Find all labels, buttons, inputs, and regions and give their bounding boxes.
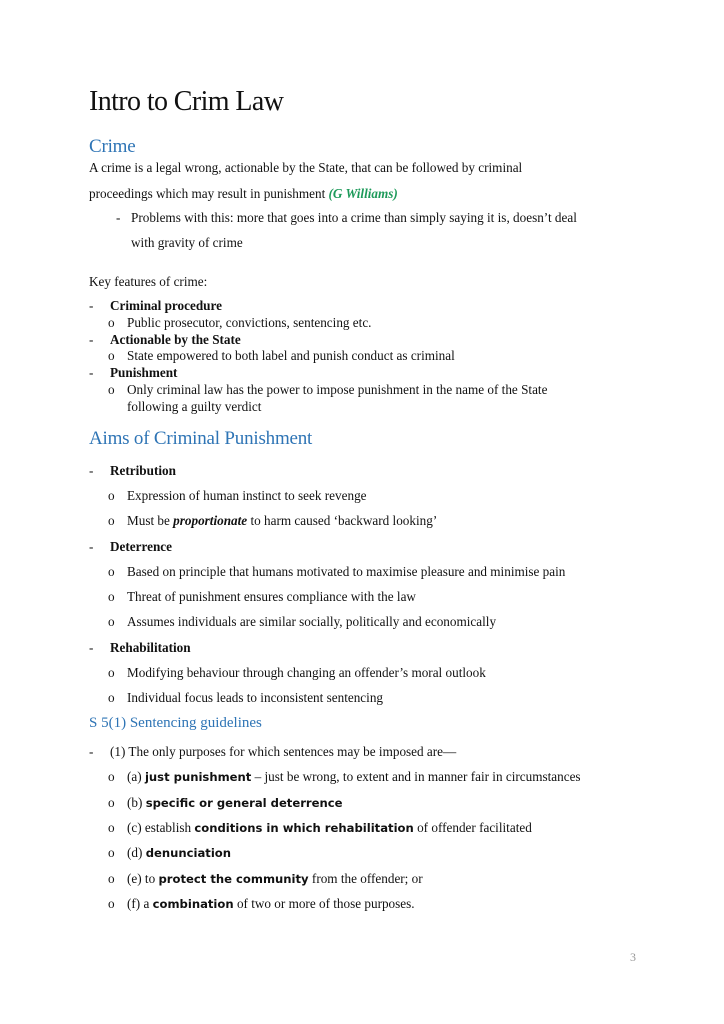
aim-sub: Assumes individuals are similar socially, politically and economically	[127, 614, 497, 629]
aim-deterrence: Deterrence	[110, 539, 172, 554]
dash-marker: -	[89, 463, 94, 478]
bold-term: combination	[152, 897, 234, 911]
bullet-marker: o	[108, 513, 115, 528]
aim-sub: Threat of punishment ensures compliance with the law	[127, 589, 416, 604]
citation-williams: (G Williams)	[328, 186, 398, 201]
text-span: (d)	[127, 845, 146, 860]
page-title: Intro to Crim Law	[89, 86, 284, 117]
bullet-marker: o	[108, 348, 115, 363]
aim-retribution: Retribution	[110, 463, 176, 478]
bullet-marker: o	[108, 845, 115, 860]
bullet-marker: o	[108, 614, 115, 629]
bullet-marker: o	[108, 769, 115, 784]
aim-sub: Based on principle that humans motivated to maximise pleasure and minimise pain	[127, 564, 566, 579]
crime-problem-line1: Problems with this: more that goes into a crime than simply saying it is, doesn’t deal	[131, 210, 577, 225]
aim-rehabilitation: Rehabilitation	[110, 640, 191, 655]
bullet-marker: o	[108, 896, 115, 911]
bullet-marker: o	[108, 871, 115, 886]
crime-heading: Crime	[89, 136, 136, 157]
sentencing-item-c	[127, 820, 532, 836]
aims-heading: Aims of Criminal Punishment	[89, 428, 313, 449]
text-span: (f) a	[127, 896, 153, 911]
sentencing-item-a	[127, 769, 581, 785]
dash-marker: -	[89, 539, 94, 554]
aim-sub: Modifying behaviour through changing an offender’s moral outlook	[127, 665, 486, 680]
text-span: (c) establish	[127, 820, 195, 835]
feature-sub: Public prosecutor, convictions, sentencing etc.	[127, 315, 372, 330]
page-number: 3	[630, 950, 636, 964]
feature-sub: following a guilty verdict	[127, 399, 262, 414]
text-span: (e) to	[127, 871, 159, 886]
bullet-marker: o	[108, 315, 115, 330]
bold-term: just punishment	[144, 770, 252, 784]
bullet-marker: o	[108, 589, 115, 604]
feature-criminal-procedure: Criminal procedure	[110, 298, 222, 313]
crime-definition-text: proceedings which may result in punishment	[89, 186, 326, 201]
sentencing-intro: (1) The only purposes for which sentences may be imposed are—	[110, 744, 457, 759]
dash-marker: -	[116, 210, 121, 225]
dash-marker: -	[89, 298, 94, 313]
bullet-marker: o	[108, 795, 115, 810]
text-span: of two or more of those purposes.	[233, 896, 415, 911]
text-span: Must be	[127, 513, 174, 528]
dash-marker: -	[89, 640, 94, 655]
bold-term: protect the community	[158, 872, 309, 886]
text-span: to harm caused ‘backward looking’	[247, 513, 438, 528]
aim-sub: Individual focus leads to inconsistent sentencing	[127, 690, 384, 705]
bold-term: conditions in which rehabilitation	[194, 821, 414, 835]
feature-sub: Only criminal law has the power to impose punishment in the name of the State	[127, 382, 548, 397]
bullet-marker: o	[108, 488, 115, 503]
feature-actionable-by-state: Actionable by the State	[110, 332, 241, 347]
crime-definition-line1: A crime is a legal wrong, actionable by the State, that can be followed by criminal	[89, 160, 523, 175]
sentencing-item-d	[127, 845, 231, 861]
sentencing-item-b	[127, 795, 343, 811]
emphasis-proportionate: proportionate	[173, 513, 248, 528]
sentencing-heading: S 5(1) Sentencing guidelines	[89, 715, 262, 731]
crime-definition-line2	[89, 186, 398, 202]
text-span: (a)	[127, 769, 145, 784]
aim-sub: Expression of human instinct to seek revenge	[127, 488, 367, 503]
bold-term: denunciation	[145, 846, 232, 860]
bold-term: specific or general deterrence	[145, 796, 343, 810]
key-features-label: Key features of crime:	[89, 274, 208, 289]
feature-sub: State empowered to both label and punish conduct as criminal	[127, 348, 455, 363]
sentencing-item-e	[127, 871, 423, 887]
feature-punishment: Punishment	[110, 365, 178, 380]
dash-marker: -	[89, 365, 94, 380]
sentencing-item-f	[127, 896, 415, 912]
bullet-marker: o	[108, 820, 115, 835]
dash-marker: -	[89, 744, 94, 759]
text-span: – just be wrong, to extent and in manner fair in circumstances	[251, 769, 581, 784]
dash-marker: -	[89, 332, 94, 347]
text-span: of offender facilitated	[413, 820, 532, 835]
bullet-marker: o	[108, 382, 115, 397]
bullet-marker: o	[108, 564, 115, 579]
bullet-marker: o	[108, 690, 115, 705]
crime-problem-line2: with gravity of crime	[131, 235, 243, 250]
bullet-marker: o	[108, 665, 115, 680]
aim-sub-proportionate	[127, 513, 437, 529]
text-span: from the offender; or	[308, 871, 423, 886]
text-span: (b)	[127, 795, 146, 810]
